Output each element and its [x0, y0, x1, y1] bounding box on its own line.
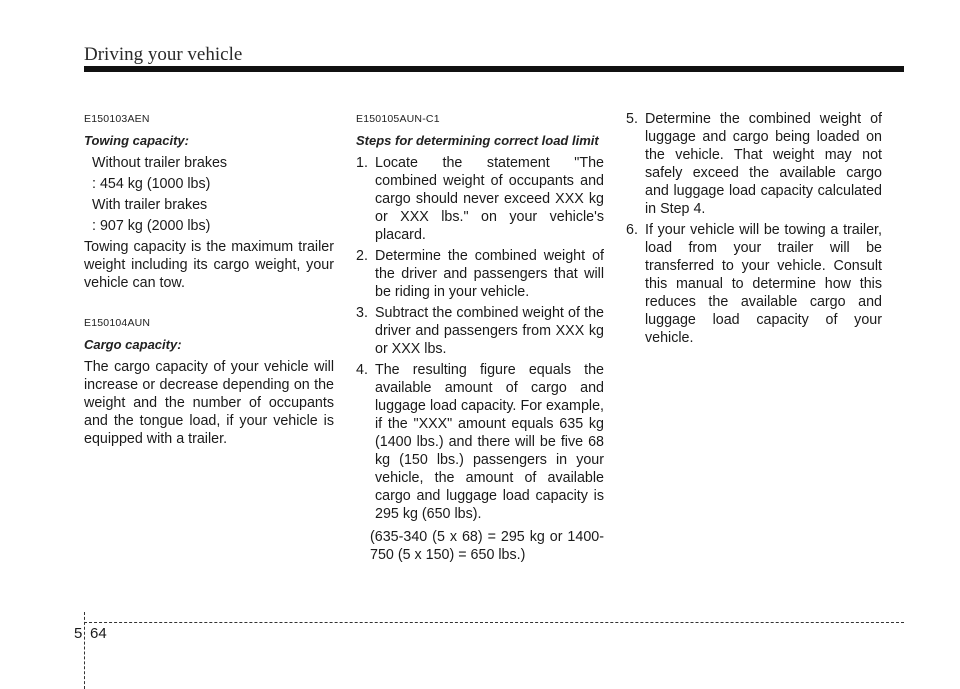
list-item [626, 221, 882, 347]
header-rule [84, 66, 904, 72]
spec-without-brakes-value: : 454 kg (1000 lbs) [92, 176, 211, 192]
step-text: Subtract the combined weight of the driver and passengers from XXX kg or XXX lbs. [375, 305, 604, 357]
step-number: 6. [626, 222, 638, 238]
column-load-limit-steps [356, 110, 604, 564]
step-number: 1. [356, 155, 368, 171]
page-number: 64 [90, 625, 107, 642]
spec-without-brakes: Without trailer brakes [92, 155, 228, 171]
step-number: 4. [356, 362, 368, 378]
calculation-example: (635-340 (5 x 68) = 295 kg or 1400-750 (5 x 150) = 650 lbs.) [370, 529, 604, 563]
section-code-towing: E150103AEN [84, 113, 150, 125]
cargo-capacity-heading: Cargo capacity: [84, 337, 182, 352]
step-text: If your vehicle will be towing a trailer, load from your trailer will be transferred to your vehicle. Consult this manual to determine how this reduces the available cargo and luggage load capacity of your vehicle. [645, 222, 882, 346]
load-limit-heading: Steps for determining correct load limit [356, 133, 599, 148]
step-text: Determine the combined weight of luggage and cargo being loaded on the vehicle. That weight may not safely exceed the available cargo and luggage load capacity calculated in Step 4. [645, 111, 882, 217]
list-item [356, 361, 604, 523]
footer-divider [84, 612, 85, 689]
step-text: The resulting figure equals the available amount of cargo and luggage load capacity. For example, if the "XXX" amount equals 635 kg (1400 lbs.) and there will be five 68 kg (150 lbs.) passengers in your vehicle, the amount of available cargo and luggage load capacity is 295 kg (650 lbs). [375, 362, 604, 522]
step-number: 3. [356, 305, 368, 321]
step-number: 5. [626, 111, 638, 127]
step-text: Determine the combined weight of the driver and passengers that will be riding in your vehicle. [375, 248, 604, 300]
load-limit-steps-list [356, 154, 604, 523]
list-item [356, 247, 604, 301]
step-text: Locate the statement "The combined weight of occupants and cargo should never exceed XXX kg or XXX lbs." on your vehicle's placard. [375, 155, 604, 243]
column-towing-cargo [84, 110, 334, 448]
page-header-title: Driving your vehicle [84, 44, 243, 65]
step-number: 2. [356, 248, 368, 264]
section-code-load-limit: E150105AUN-C1 [356, 113, 440, 125]
spec-with-brakes: With trailer brakes [92, 197, 208, 213]
chapter-number: 5 [74, 625, 83, 642]
load-limit-steps-list-continued [626, 110, 882, 347]
list-item [356, 304, 604, 358]
column-load-limit-steps-continued [626, 110, 882, 350]
footer-rule [84, 622, 904, 623]
list-item [626, 110, 882, 218]
spec-with-brakes-value: : 907 kg (2000 lbs) [92, 218, 211, 234]
towing-capacity-text: Towing capacity is the maximum trailer weight including its cargo weight, your vehicle can tow. [84, 239, 334, 291]
cargo-capacity-text: The cargo capacity of your vehicle will increase or decrease depending on the weight and the number of occupants and the tongue load, if your vehicle is equipped with a trailer. [84, 359, 334, 447]
list-item [356, 154, 604, 244]
section-code-cargo: E150104AUN [84, 317, 151, 329]
towing-capacity-heading: Towing capacity: [84, 133, 189, 148]
